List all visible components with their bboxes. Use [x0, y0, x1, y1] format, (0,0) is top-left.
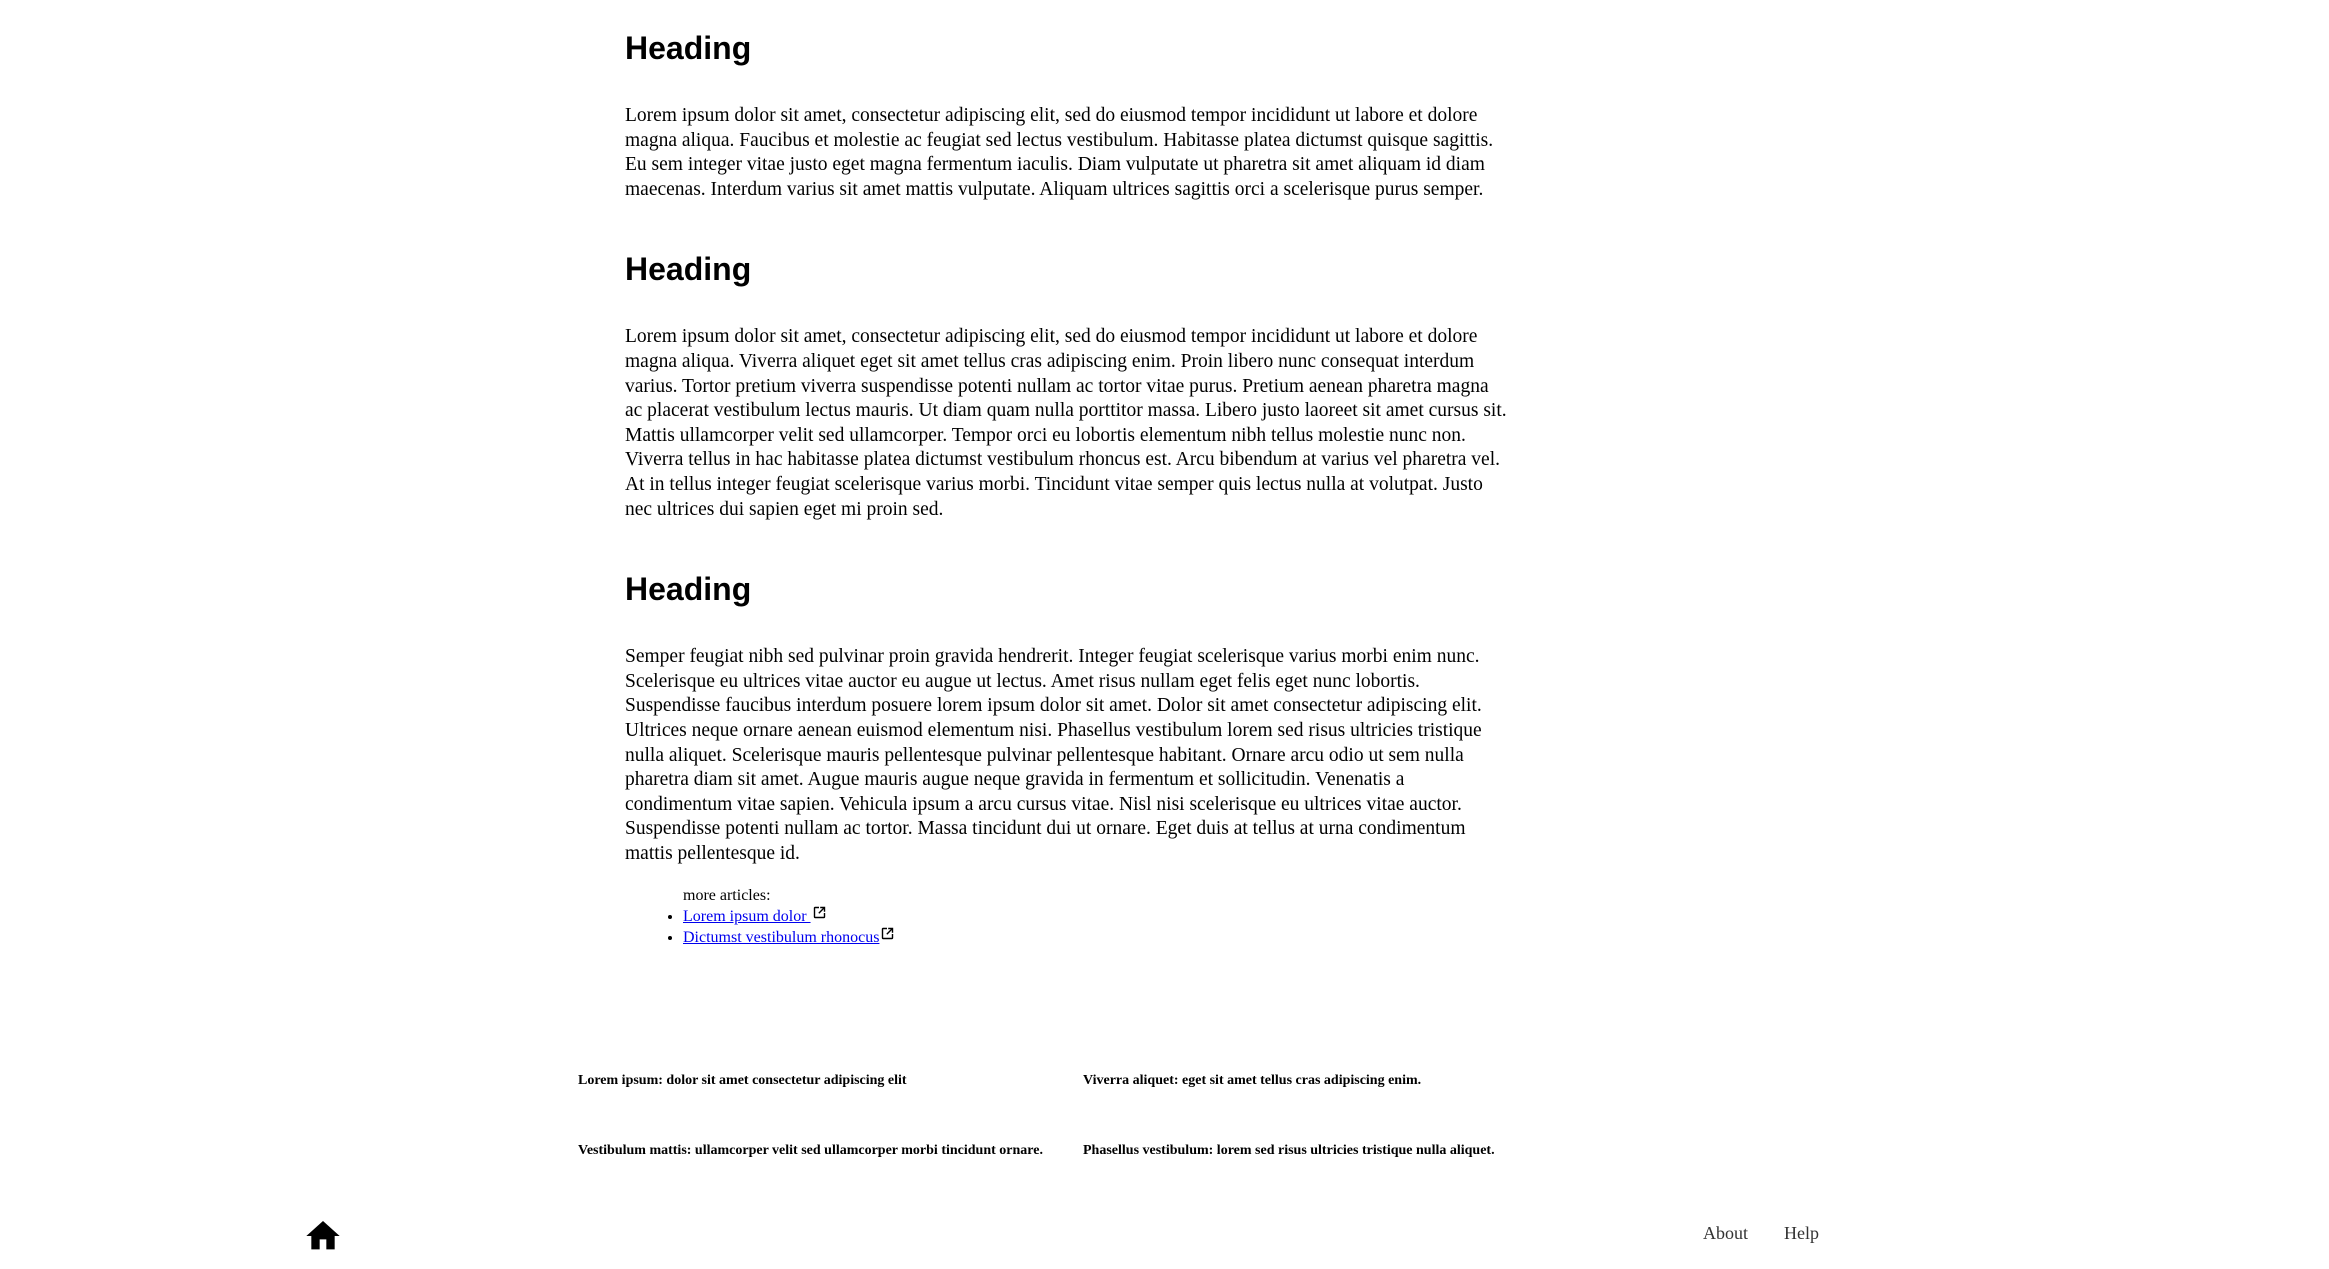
- section-heading: Heading: [625, 30, 752, 66]
- footer-summary-grid: [578, 1072, 1573, 1159]
- home-button[interactable]: [303, 1216, 343, 1256]
- list-item: [683, 906, 1509, 927]
- article-link[interactable]: [683, 929, 894, 946]
- more-articles: [683, 886, 1509, 948]
- section-heading: Heading: [625, 571, 752, 608]
- footer-summary-item: Lorem ipsum: dolor sit amet consectetur adipiscing elit: [578, 1073, 907, 1088]
- nav-link-about[interactable]: About: [1703, 1223, 1748, 1243]
- paragraph: Lorem ipsum dolor sit amet, consectetur adipiscing elit, sed do eiusmod tempor incididunt ut labore et dolore magna aliqua. Faucibus et molestie ac feugiat sed lectus vestibulum. Habitasse platea dictumst quisque sagittis. Eu sem integer vitae justo eget magna fermentum iaculis. Diam vulputate ut pharetra sit amet aliquam id diam maecenas. Interdum varius sit amet mattis vulputate. Aliquam ultrices sagittis orci a scelerisque purus semper.: [625, 105, 1494, 200]
- nav-link-help[interactable]: Help: [1784, 1223, 1819, 1243]
- footer-summary-item: Vestibulum mattis: ullamcorper velit sed ullamcorper morbi tincidunt ornare.: [578, 1142, 1043, 1158]
- article-link-label: Dictumst vestibulum rhonocus: [683, 929, 880, 947]
- footer-summary-item: Viverra aliquet: eget sit amet tellus cras adipiscing enim.: [1083, 1073, 1422, 1088]
- list-item: [683, 927, 1509, 948]
- section-heading: Heading: [625, 251, 752, 288]
- article-link-list: [683, 906, 1509, 948]
- external-link-icon: [813, 906, 826, 919]
- article-link-label: Lorem ipsum dolor: [683, 908, 811, 926]
- home-icon: [303, 1243, 343, 1260]
- footer-summary-item: Phasellus vestibulum: lorem sed risus ultricies tristique nulla aliquet.: [1083, 1142, 1495, 1158]
- external-link-icon: [881, 927, 894, 940]
- more-articles-label: more articles:: [683, 887, 771, 905]
- paragraph: Semper feugiat nibh sed pulvinar proin gravida hendrerit. Integer feugiat scelerisque varius morbi enim nunc. Scelerisque eu ultrices vitae auctor eu augue ut lectus. Amet risus nullam eget felis eget nunc lobortis. Suspendisse faucibus interdum posuere lorem ipsum dolor sit amet. Dolor sit amet consectetur adipiscing elit. Ultrices neque ornare aenean euismod elementum nisi. Phasellus vestibulum lorem sed risus ultricies tristique nulla aliquet. Scelerisque mauris pellentesque pulvinar pellentesque habitant. Ornare arcu odio ut sem nulla pharetra diam sit amet. Augue mauris augue neque gravida in fermentum et sollicitudin. Venenatis a condimentum vitae sapien. Vehicula ipsum a arcu cursus vitae. Nisl nisi scelerisque eu ultrices vitae auctor. Suspendisse potenti nullam ac tortor. Massa tincidunt dui ut ornare. Eget duis at tellus at urna condimentum mattis pellentesque id.: [625, 646, 1482, 864]
- article: [625, 0, 1509, 948]
- footer-nav: [1703, 1222, 1819, 1244]
- paragraph: Lorem ipsum dolor sit amet, consectetur adipiscing elit, sed do eiusmod tempor incididunt ut labore et dolore magna aliqua. Viverra aliquet eget sit amet tellus cras adipiscing enim. Proin libero nunc consequat interdum varius. Tortor pretium viverra suspendisse potenti nullam ac tortor vitae purus. Pretium aenean pharetra magna ac placerat vestibulum lectus mauris. Ut diam quam nulla porttitor massa. Libero justo laoreet sit amet cursus sit. Mattis ullamcorper velit sed ullamcorper. Tempor orci eu lobortis elementum nibh tellus molestie nunc non. Viverra tellus in hac habitasse platea dictumst vestibulum rhoncus est. Arcu bibendum at varius vel pharetra vel. At in tellus integer feugiat scelerisque varius morbi. Tincidunt vitae semper quis lectus nulla at volutpat. Justo nec ultrices dui sapien eget mi proin sed.: [625, 326, 1507, 520]
- article-link[interactable]: [683, 908, 826, 925]
